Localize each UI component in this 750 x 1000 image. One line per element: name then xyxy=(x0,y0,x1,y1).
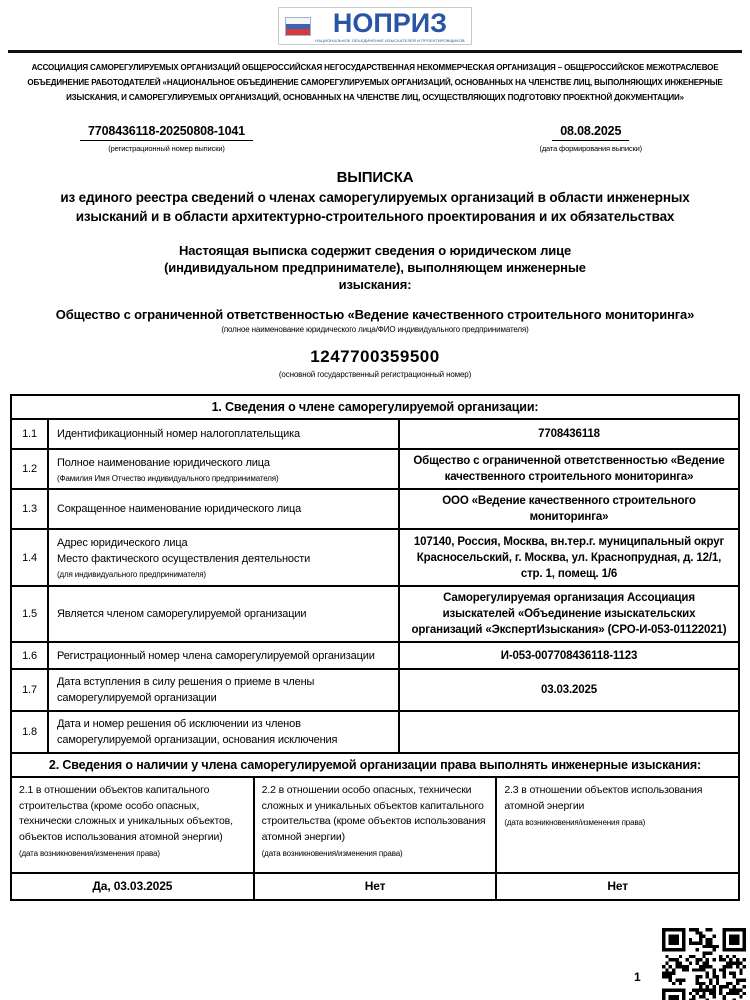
row-number: 1.4 xyxy=(11,529,48,586)
russian-flag-emblem xyxy=(285,17,311,36)
section2-title: 2. Сведения о наличии у члена саморегулируемой организации права выполнять инженерные изыскания: xyxy=(12,754,738,778)
section2-sublabel: (дата возникновения/изменения права) xyxy=(504,818,646,827)
company-full-name: Общество с ограниченной ответственностью «Ведение качественного строительного мониторинга» xyxy=(55,307,695,322)
table-row xyxy=(11,529,739,586)
row-number: 1.2 xyxy=(11,449,48,489)
row-value: 03.03.2025 xyxy=(399,669,739,711)
nopriz-logo-tagline: НАЦИОНАЛЬНОЕ ОБЪЕДИНЕНИЕ ИЗЫСКАТЕЛЕЙ И ПРОЕКТИРОВЩИКОВ xyxy=(315,38,465,43)
row-label: Сокращенное наименование юридического лица xyxy=(57,503,302,515)
extract-date-label: (дата формирования выписки) xyxy=(539,144,642,153)
row-value: И-053-007708436118-1123 xyxy=(399,642,739,669)
row-label: Дата вступления в силу решения о приеме в члены саморегулируемой организации xyxy=(57,676,315,704)
section2-col-2-2 xyxy=(255,778,498,872)
document-subtitle: из единого реестра сведений о членах саморегулируемых организаций в области инженерных изысканий и в области архитектурно-строительного проектирования и их обязательствах xyxy=(60,190,690,224)
section1-table xyxy=(10,394,740,754)
table-row xyxy=(11,449,739,489)
extract-date: 08.08.2025 xyxy=(552,124,629,141)
section2-sublabel: (дата возникновения/изменения права) xyxy=(19,849,160,858)
section1-title: 1. Сведения о члене саморегулируемой организации: xyxy=(11,395,739,419)
section2-col-2-1 xyxy=(12,778,255,872)
row-label: Является членом саморегулируемой организации xyxy=(57,608,307,620)
section2-heading: 2.3 в отношении объектов использования атомной энергии xyxy=(504,784,703,812)
table-row xyxy=(11,419,739,449)
row-label: Идентификационный номер налогоплательщика xyxy=(57,428,300,440)
intro-paragraph: Настоящая выписка содержит сведения о юридическом лице (индивидуальном предпринимателе), выполняющем инженерные изыскания: xyxy=(164,243,586,292)
row-label: Полное наименование юридического лица xyxy=(57,456,270,469)
header-divider xyxy=(8,50,742,53)
company-ogrn-label: (основной государственный регистрационный номер) xyxy=(278,370,472,379)
qr-code xyxy=(662,928,746,1000)
row-label-2: Место фактического осуществления деятельности xyxy=(57,553,311,565)
extract-number-block xyxy=(80,122,253,153)
row-number: 1.6 xyxy=(11,642,48,669)
section2-table xyxy=(10,754,740,901)
section2-value-2-1: Да, 03.03.2025 xyxy=(12,874,255,899)
table-row xyxy=(11,711,739,753)
section2-value-2-3: Нет xyxy=(607,879,628,893)
extract-date-block xyxy=(539,122,642,153)
association-name: АССОЦИАЦИЯ САМОРЕГУЛИРУЕМЫХ ОРГАНИЗАЦИЙ ОБЩЕРОССИЙСКАЯ НЕГОСУДАРСТВЕННАЯ НЕКОММЕРЧЕСКАЯ ОРГАНИЗАЦИЯ – ОБЩЕРОССИЙСКОЕ МЕЖОТРАСЛЕВОЕ ОБЪЕДИНЕНИЕ РАБОТОДАТЕЛЕЙ «НАЦИОНАЛЬНОЕ ОБЪЕДИНЕНИЕ САМОРЕГУЛИРУЕМЫХ ОРГАНИЗАЦИЙ, ОСНОВАННЫХ НА ЧЛЕНСТВЕ ЛИЦ, ВЫПОЛНЯЮЩИХ ИНЖЕНЕРНЫЕ ИЗЫСКАНИЯ, И САМОРЕГУЛИРУЕМЫХ ОРГАНИЗАЦИЙ, ОСНОВАННЫХ НА ЧЛЕНСТВЕ ЛИЦ, ОСУЩЕСТВЛЯЮЩИХ ПОДГОТОВКУ ПРОЕКТНОЙ ДОКУМЕНТАЦИИ» xyxy=(27,63,723,102)
company-full-name-label: (полное наименование юридического лица/ФИО индивидуального предпринимателя) xyxy=(221,325,529,334)
section2-value-2-2: Нет xyxy=(255,874,498,899)
row-number: 1.7 xyxy=(11,669,48,711)
row-sublabel: (для индивидуального предпринимателя) xyxy=(57,570,206,579)
extract-registration-number-label: (регистрационный номер выписки) xyxy=(108,144,225,153)
extract-registration-number: 7708436118-20250808-1041 xyxy=(80,124,253,141)
section2-heading: 2.1 в отношении объектов капитального строительства (кроме особо опасных, технически сложных и уникальных объектов, объектов использования атомной энергии) xyxy=(19,784,233,843)
row-value: Саморегулируемая организация Ассоциация изыскателей «Объединение изыскательских организаций «ЭкспертИзыскания» (СРО-И-053-01122021) xyxy=(399,586,739,642)
section2-col-2-3 xyxy=(497,778,738,872)
document-title: ВЫПИСКА xyxy=(336,169,414,186)
section2-heading: 2.2 в отношении особо опасных, технически сложных и уникальных объектов капитального строительства (кроме объектов использования атомной энергии) xyxy=(261,784,486,843)
row-number: 1.5 xyxy=(11,586,48,642)
company-ogrn: 1247700359500 xyxy=(310,347,440,366)
nopriz-logo xyxy=(0,0,750,45)
row-value: 107140, Россия, Москва, вн.тер.г. муниципальный округ Красносельский, г. Москва, ул. Краснопрудная, д. 12/1, стр. 1, помещ. 1/6 xyxy=(399,529,739,586)
meta-row xyxy=(0,122,750,153)
page-number: 1 xyxy=(634,970,641,984)
table-row xyxy=(11,586,739,642)
row-label: Регистрационный номер члена саморегулируемой организации xyxy=(57,649,375,662)
row-value: 7708436118 xyxy=(399,419,739,449)
row-number: 1.8 xyxy=(11,711,48,753)
table-row xyxy=(11,669,739,711)
section2-sublabel: (дата возникновения/изменения права) xyxy=(261,849,403,858)
row-value: ООО «Ведение качественного строительного мониторинга» xyxy=(399,489,739,529)
table-row xyxy=(11,642,739,669)
row-number: 1.1 xyxy=(11,419,48,449)
row-sublabel: (Фамилия Имя Отчество индивидуального предпринимателя) xyxy=(57,473,279,483)
row-number: 1.3 xyxy=(11,489,48,529)
row-label: Дата и номер решения об исключении из членов саморегулируемой организации, основания исключения xyxy=(57,718,338,746)
nopriz-logo-box xyxy=(278,7,471,45)
row-label: Адрес юридического лица xyxy=(57,537,188,549)
row-value: Общество с ограниченной ответственностью «Ведение качественного строительного мониторинга» xyxy=(399,449,739,489)
nopriz-logo-text: НОПРИЗ xyxy=(332,8,448,38)
table-row xyxy=(11,489,739,529)
row-value xyxy=(399,711,739,753)
